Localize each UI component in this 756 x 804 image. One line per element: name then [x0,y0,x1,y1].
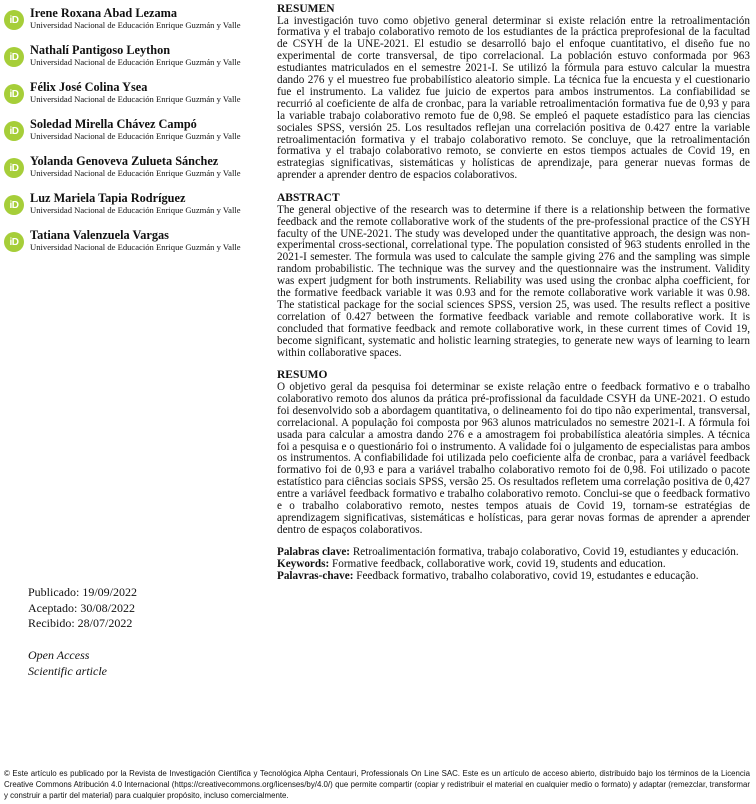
keywords-es-label: Palabras clave: [277,545,351,558]
author-info [30,80,241,105]
article-type-label: Scientific article [28,663,107,678]
author-list [4,6,260,265]
author-entry [4,6,260,43]
author-entry [4,228,260,265]
resumo-body: O objetivo geral da pesquisa foi determinar se existe relação entre o feedback formativo e o trabalho colaborativo remoto dos alunos da prática pré-profissional da faculdade CSYH da UNE-2021. O estudo foi desenvolvido sob a abordagem quantitativa, o delineamento foi do tipo não experimental, transversal, correlacional. A população foi composta por 963 alunos matriculados no semestre 2021-I. A fórmula foi usada para calcular a amostra dando 276 e a amostragem foi probabilística aleatória simples. A técnica foi a pesquisa e o questionário foi o instrumento. A validade foi o julgamento de especialistas para ambos os instrumentos. A confiabilidade foi utilizada pelo coeficiente alfa de cronbac, para a variável feedback formativo foi de 0,93 e para a variável trabalho colaborativo remoto foi de 0,98. Foi utilizado o pacote estatístico para ciências sociais SPSS, versão 25. Os resultados refletem uma correlação positiva de 0,427 entre a variável feedback formativo e trabalho colaborativo remoto. Conclui-se que o feedback formativo e o trabalho colaborativo remoto, nestes tempos atuais de Covid 19, tornam-se estratégias de aprendizagem significativas, sistemáticas e holísticas, para gerar novas formas de aprender a aprender dentro de espaços colaborativos. [277,380,750,536]
published-date: Publicado: 19/09/2022 [28,585,137,599]
author-entry [4,43,260,80]
abstract-body: The general objective of the research was to determine if there is a relationship between the formative feedback and the remote collaborative work of the students of the pre-professional practice of the CSYH faculty of the UNE-2021. The study was developed under the quantitative approach, the design was non-experimental cross-sectional, correlational type. The population consisted of 963 students enrolled in the 2021-I semester. The formula was used to calculate the sample giving 276 and the sampling was simple random probabilistic. The technique was the survey and the questionnaire was the instrument. Validity was expert judgment for both instruments. Reliability was used using the cronbac alpha coefficient, for the formative feedback variable it was 0.93 and for the remote collaborative work variable it was 0.98. The statistical package for the social sciences SPSS, version 25, was used. The results reflect a positive correlation of 0.427 between the formative feedback variable and remote collaborative work. It is concluded that formative feedback and remote collaborative work, in these current times of Covid 19, become significant, systematic and holistic learning strategies, to generate new ways of learning to learn within collaborative spaces. [277,203,750,359]
author-affiliation: Universidad Nacional de Educación Enrique Guzmán y Valle [30,57,241,67]
resumen-heading: RESUMEN [277,3,335,15]
orcid-icon[interactable]: iD [4,232,24,252]
accepted-date: Aceptado: 30/08/2022 [28,600,135,615]
resumo-section [277,369,750,536]
author-affiliation: Universidad Nacional de Educación Enrique Guzmán y Valle [30,20,241,30]
abstracts-column [277,3,750,582]
author-entry [4,117,260,154]
resumen-section [277,3,750,182]
author-info [30,43,241,68]
resumo-heading: RESUMO [277,369,328,382]
keywords-pt-text: Feedback formativo, trabalho colaborativo, covid 19, estudantes e educação. [356,569,699,582]
author-info [30,228,241,253]
author-entry [4,191,260,228]
author-info [30,191,241,216]
author-entry [4,80,260,117]
author-affiliation: Universidad Nacional de Educación Enrique Guzmán y Valle [30,242,241,252]
license-footer: © Este artículo es publicado por la Revista de Investigación Científica y Tecnológica Alpha Centauri, Professionals On Line SAC. Este es un artículo de acceso abierto, distribuido bajo los términos de la Licencia Creative Commons Atribución 4.0 Internacional (https://creativecommons.org/licenses/by/4.0/) que permite compartir (copiar y redistribuir el material en cualquier medio o formato) y adaptar (remezclar, transformar y construir a partir del material) para cualquier propósito, incluso comercialmente. [4,769,750,800]
author-name: Irene Roxana Abad Lezama [30,6,177,20]
abstract-heading: ABSTRACT [277,192,340,205]
author-affiliation: Universidad Nacional de Educación Enrique Guzmán y Valle [30,168,241,178]
orcid-icon[interactable]: iD [4,195,24,215]
access-info [28,648,248,679]
author-info [30,154,241,179]
author-name: Tatiana Valenzuela Vargas [30,228,169,242]
author-entry [4,154,260,191]
author-name: Félix José Colina Ysea [30,80,148,94]
orcid-icon[interactable]: iD [4,84,24,104]
keywords-pt-label: Palavras-chave: [277,569,354,582]
author-name: Soledad Mirella Chávez Campó [30,117,197,131]
received-date: Recibido: 28/07/2022 [28,616,133,630]
keywords-en-label: Keywords: [277,557,330,570]
author-name: Luz Mariela Tapia Rodríguez [30,191,186,205]
author-info [30,6,241,31]
keywords-es-text: Retroalimentación formativa, trabajo colaborativo, Covid 19, estudiantes y educación. [352,545,739,558]
orcid-icon[interactable]: iD [4,158,24,178]
author-info [30,117,241,142]
keywords-en-text: Formative feedback, collaborative work, covid 19, students and education. [332,557,666,570]
author-affiliation: Universidad Nacional de Educación Enrique Guzmán y Valle [30,205,241,215]
open-access-label: Open Access [28,648,90,662]
resumen-body: La investigación tuvo como objetivo general determinar si existe relación entre la retroalimentación formativa y el trabajo colaborativo remoto de los estudiantes de la práctica preprofesional de la facultad de CSYH de la UNE-2021. El estudio se desarrolló bajo el enfoque cuantitativo, el diseño fue no experimental de corte transversal, de tipo correlacional. La población estuvo conformada por 963 estudiantes matriculados en el semestre 2021-I. Se utilizó la fórmula para estuvo calcular la muestra dando 276 y el muestreo fue probabilístico aleatorio simple. La técnica fue la encuesta y el cuestionario fue el instrumento. La validez fue juicio de expertos para ambos instrumentos. La confiabilidad se recurrió al coeficiente de alfa de cronbac, para la variable retroalimentación formativa fue de 0,93 y para la variable trabajo colaborativo remoto fue de 0,98. Se empleó el paquete estadístico para las ciencias sociales SPSS, versión 25. Los resultados reflejan una correlación positiva de 0.427 entre la variable retroalimentación formativa y el trabajo colaborativo remoto. Se concluye, que la retroalimentación formativa y el trabajo colaborativo remoto, se convierte en estos tiempos actuales de Covid 19, en estrategias significativas, sistemáticas y holísticas de aprendizaje, para generar nuevas formas de aprender a aprender dentro de espacios colaborativos. [277,14,750,182]
abstract-section [277,192,750,359]
keywords-block [277,547,750,583]
orcid-icon[interactable]: iD [4,121,24,141]
author-affiliation: Universidad Nacional de Educación Enrique Guzmán y Valle [30,94,241,104]
orcid-icon[interactable]: iD [4,47,24,67]
publication-dates [28,585,248,632]
author-name: Nathalí Pantigoso Leython [30,43,171,57]
keywords-pt [277,571,750,583]
author-affiliation: Universidad Nacional de Educación Enrique Guzmán y Valle [30,131,241,141]
author-name: Yolanda Genoveva Zulueta Sánchez [30,154,219,168]
orcid-icon[interactable]: iD [4,10,24,30]
